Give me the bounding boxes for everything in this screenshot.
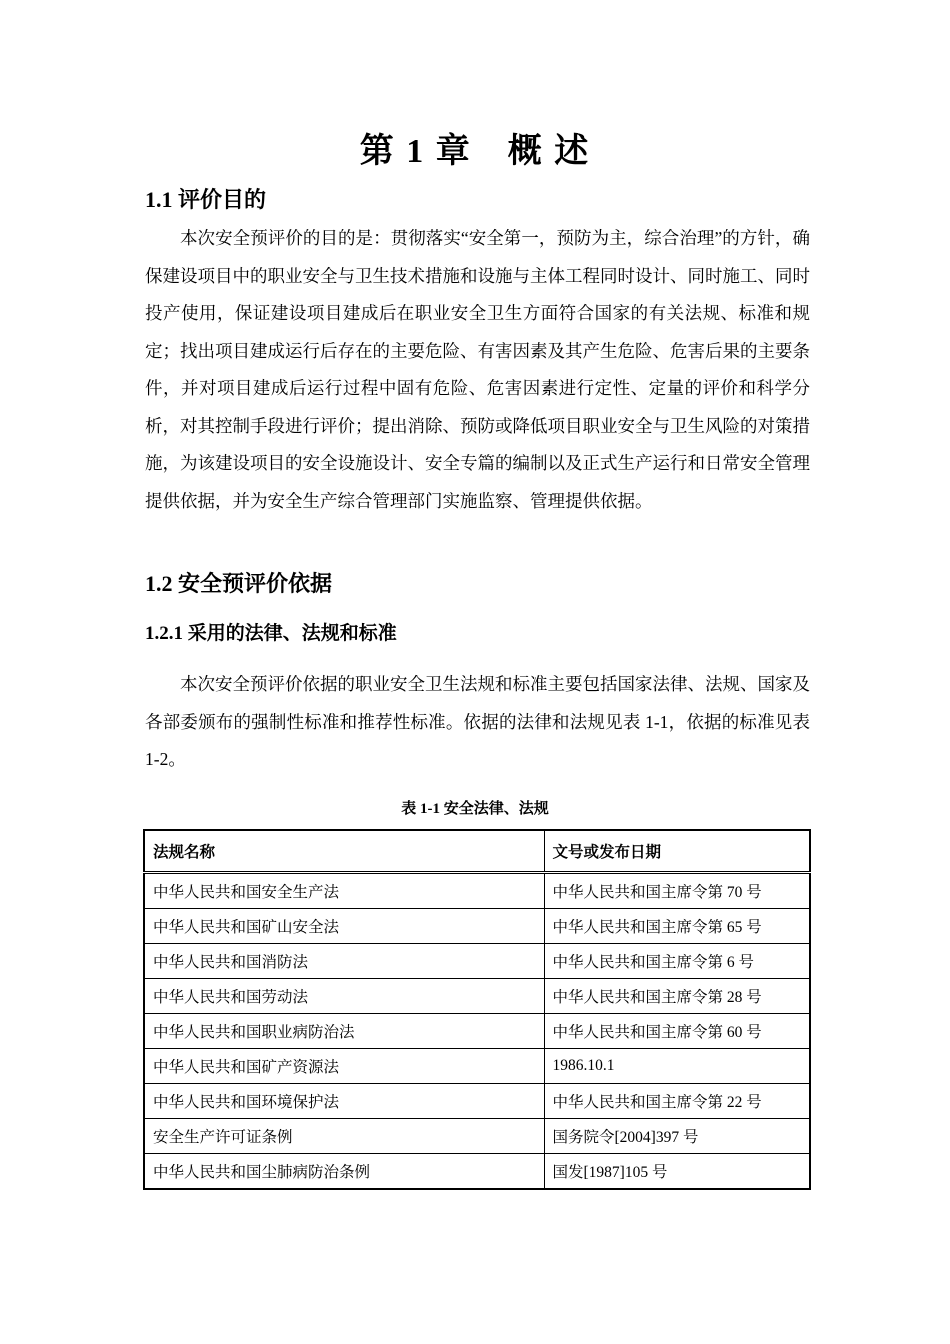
law-name-cell: 中华人民共和国矿山安全法 [144, 909, 544, 944]
table-row [144, 873, 810, 909]
chapter-title: 第 1 章 概 述 [359, 133, 591, 170]
law-name-cell: 中华人民共和国环境保护法 [144, 1084, 544, 1119]
section-heading-1-2: 1.2 安全预评价依据 [145, 571, 333, 596]
document-number-cell: 中华人民共和国主席令第 22 号 [544, 1084, 810, 1119]
section-heading-1-1: 1.1 评价目的 [145, 187, 267, 212]
table-row [144, 1014, 810, 1049]
table-row [144, 1049, 810, 1084]
header-document-number: 文号或发布日期 [544, 830, 810, 873]
document-number-cell: 中华人民共和国主席令第 65 号 [544, 909, 810, 944]
law-name-cell: 中华人民共和国安全生产法 [144, 873, 544, 909]
law-name-cell: 中华人民共和国劳动法 [144, 979, 544, 1014]
law-name-cell: 中华人民共和国尘肺病防治条例 [144, 1154, 544, 1190]
law-name-cell: 中华人民共和国矿产资源法 [144, 1049, 544, 1084]
document-number-cell: 中华人民共和国主席令第 70 号 [544, 873, 810, 909]
purpose-paragraph: 本次安全预评价的目的是：贯彻落实“安全第一，预防为主，综合治理”的方针，确保建设项目中的职业安全与卫生技术措施和设施与主体工程同时设计、同时施工、同时投产使用，保证建设项目建成后在职业安全卫生方面符合国家的有关法规、标准和规定；找出项目建成运行后存在的主要危险、有害因素及其产生危险、危害后果的主要条件，并对项目建成后运行过程中固有危险、危害因素进行定性、定量的评价和科学分析，对其控制手段进行评价；提出消除、预防或降低项目职业安全与卫生风险的对策措施，为该建设项目的安全设施设计、安全专篇的编制以及正式生产运行和日常安全管理提供依据，并为安全生产综合管理部门实施监察、管理提供依据。 [145, 228, 810, 511]
document-number-cell: 国务院令[2004]397 号 [544, 1119, 810, 1154]
law-table [143, 829, 811, 1190]
document-number-cell: 1986.10.1 [544, 1049, 810, 1084]
table-caption: 表 1-1 安全法律、法规 [401, 801, 549, 817]
subsection-heading-1-2-1: 1.2.1 采用的法律、法规和标准 [145, 623, 397, 644]
table-header-row [144, 830, 810, 873]
table-row [144, 1119, 810, 1154]
law-name-cell: 中华人民共和国职业病防治法 [144, 1014, 544, 1049]
document-number-cell: 中华人民共和国主席令第 28 号 [544, 979, 810, 1014]
document-number-cell: 中华人民共和国主席令第 60 号 [544, 1014, 810, 1049]
table-row [144, 1084, 810, 1119]
basis-paragraph: 本次安全预评价依据的职业安全卫生法规和标准主要包括国家法律、法规、国家及各部委颁布的强制性标准和推荐性标准。依据的法律和法规见表 1-1，依据的标准见表 1-2。 [145, 674, 810, 769]
table-row [144, 944, 810, 979]
header-law-name: 法规名称 [144, 830, 544, 873]
document-number-cell: 国发[1987]105 号 [544, 1154, 810, 1190]
law-name-cell: 安全生产许可证条例 [144, 1119, 544, 1154]
table-row [144, 979, 810, 1014]
document-number-cell: 中华人民共和国主席令第 6 号 [544, 944, 810, 979]
law-name-cell: 中华人民共和国消防法 [144, 944, 544, 979]
table-row [144, 909, 810, 944]
table-row [144, 1154, 810, 1190]
